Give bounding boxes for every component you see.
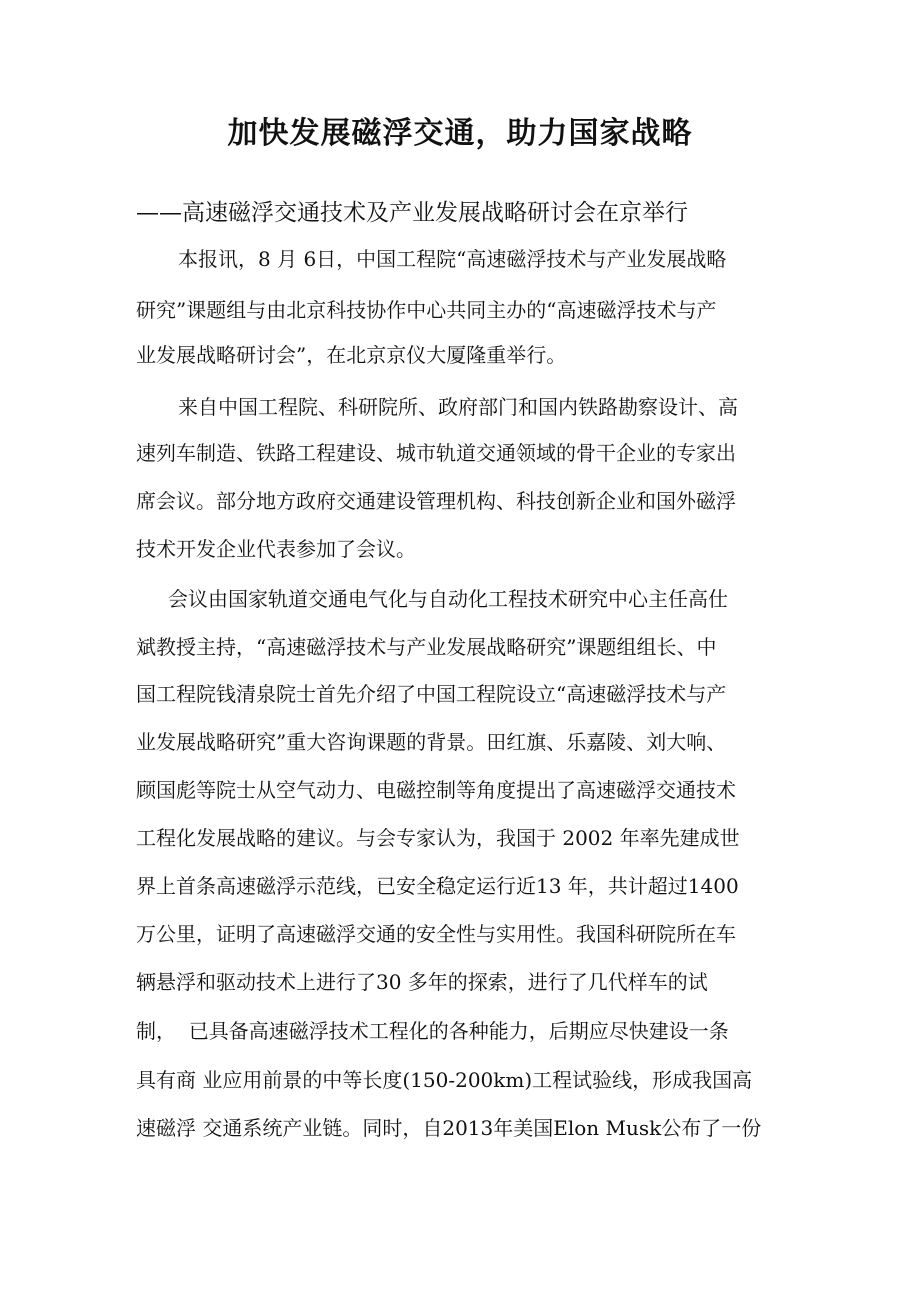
para2-line2: 速列车制造、铁路工程建设、城市轨道交通领域的骨干企业的专家出 [136,441,736,465]
document-subtitle: ——高速磁浮交通技术及产业发展战略研讨会在京举行 [136,200,688,226]
para3-line4: 业发展战略研究”重大咨询课题的背景。田红旗、乐嘉陵、刘大响、 [136,730,727,754]
para3-line11: 具有商 业应用前景的中等长度(150-200km)工程试验线，形成我国高 [136,1068,753,1092]
para1-line1: 本报讯，8 月 6日，中国工程院“高速磁浮技术与产业发展战略 [178,247,727,271]
para3-line2: 斌教授主持，“高速磁浮技术与产业发展战略研究”课题组组长、中 [136,635,717,659]
para1-line3: 业发展战略研讨会”，在北京京仪大厦隆重举行。 [136,343,567,367]
para3-line8: 万公里，证明了高速磁浮交通的安全性与实用性。我国科研院所在车 [136,922,736,946]
para3-line7: 界上首条高速磁浮示范线，已安全稳定运行近13 年，共计超过1400 [136,874,739,898]
para3-line5: 顾国彪等院士从空气动力、电磁控制等角度提出了高速磁浮交通技术 [136,778,736,802]
para2-line4: 技术开发企业代表参加了会议。 [136,537,416,561]
para1-line2: 研究”课题组与由北京科技协作中心共同主办的“高速磁浮技术与产 [136,298,717,322]
para3-line9: 辆悬浮和驱动技术上进行了30 多年的探索，进行了几代样车的试 [136,970,708,994]
para2-line1: 来自中国工程院、科研院所、政府部门和国内铁路勘察设计、高 [178,395,738,419]
para3-line6: 工程化发展战略的建议。与会专家认为，我国于 2002 年率先建成世 [136,826,740,850]
document-title: 加快发展磁浮交通，助力国家战略 [227,116,693,151]
para3-line12: 速磁浮 交通系统产业链。同时，自2013年美国Elon Musk公布了一份 [136,1116,762,1140]
para2-line3: 席会议。部分地方政府交通建设管理机构、科技创新企业和国外磁浮 [136,489,736,513]
para3-line1: 会议由国家轨道交通电气化与自动化工程技术研究中心主任高仕 [168,587,728,611]
para3-line10: 制， 已具备高速磁浮技术工程化的各种能力，后期应尽快建设一条 [136,1019,729,1043]
para3-line3: 国工程院钱清泉院士首先介绍了中国工程院设立“高速磁浮技术与产 [136,682,727,706]
